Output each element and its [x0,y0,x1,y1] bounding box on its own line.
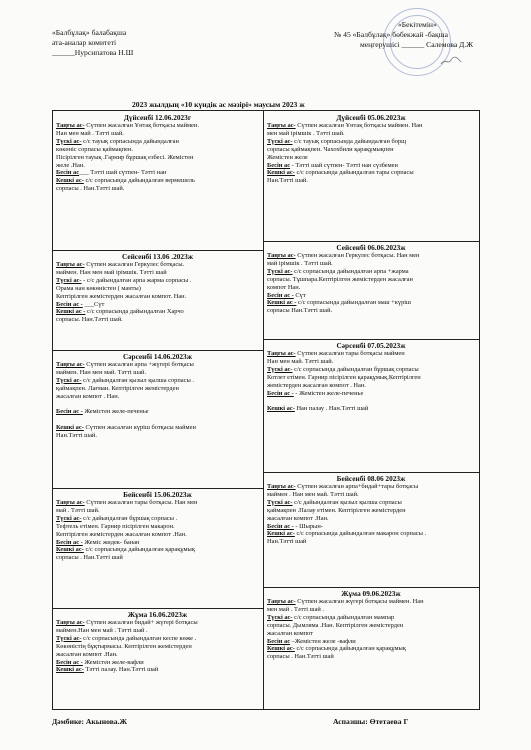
meal-text: с/с сорпасында дайындалған вермешель [83,177,195,185]
meal-label: Түскі ас- [267,365,293,373]
meal-text: жасалған компот .Нан. [267,514,329,522]
meal-text: с/с дайындалған бұршақ сорпасы . [81,514,178,522]
meal-text: - Шырын- [293,522,323,530]
menu-line [267,284,475,292]
column-divider [263,111,264,709]
menu-line [267,292,475,300]
meal-label: Бесін ас - [56,300,83,308]
menu-line [267,606,475,614]
meal-text: с/с дайындалған қызыл қылша сорпасы . [81,376,194,384]
meal-text: жасалған компот [267,629,313,637]
menu-line [56,285,259,293]
meal-text: сорпасы . Нан.Тәтті шай. [56,185,125,193]
menu-line [267,598,475,606]
menu-line [56,130,259,138]
menu-line [56,408,259,416]
day-cell [56,113,259,193]
header-left-org: «Балбұлақ» балабақша [52,28,127,37]
meal-text: Нан палау . Нан.Тәтті шай [294,405,369,413]
day-heading: Бейсенбі 15.06.2023ж [123,490,192,499]
meal-text: Сүтпен жасалған Геркулес ботқасы. Нан мен [295,252,420,259]
menu-line [56,185,259,193]
meal-text: мен май ірімшік . Тәтті шай. [267,129,345,137]
meal-label: Бесін ас - [267,389,294,397]
menu-line [56,635,259,643]
meal-text: маймен. Нан мен май ірімшік. Тәтті шай [56,268,167,276]
menu-line [267,622,475,630]
meal-text: Кептірілген жемістерден жасалған компот. Нан. [56,292,187,300]
menu-line [56,499,259,507]
menu-line [56,666,259,674]
menu-line [267,405,475,413]
day-cell [56,490,259,562]
menu-line [267,499,475,507]
meal-text: сорпасы. Тұшпара.Кептірілген жемістерден жасалған [267,275,413,283]
meal-text: с/с сорпасында дайындалған арпа +жарма [292,267,409,275]
menu-line [267,515,475,523]
meal-label: Кешкі ас - [56,308,86,316]
menu-line [56,261,259,269]
menu-title: 2023 жылдың «10 күндік ас мәзірі» маусым 2023 ж [132,100,305,109]
meal-text: с/с сорпасында дайындалған тары сорпасы [294,169,414,177]
meal-label: Таңғы ас- [267,598,296,605]
menu-line [56,377,259,385]
meal-text: с/с сорпасында дайындалған мампар [292,613,395,621]
day-heading: Жұма 16.06.2023ж [127,610,188,619]
meal-label: Кешкі ас- [267,169,295,177]
meal-text: с/с сорпасында дайындалған қарақұмық [294,645,406,653]
menu-line [56,162,259,170]
meal-text: Тефтель етімен. Гарнир пісірілген макарон. [56,522,175,530]
meal-label: Түскі ас- [56,634,82,642]
meal-label: Таңғы ас- [267,122,296,129]
meal-text: сорпасы . Нан.Тәтті шай [56,554,123,562]
meal-text: сорпасы. Нан.Тәтті шай. [56,316,123,324]
menu-line [56,401,259,409]
meal-text: мен май . Тәтті шай . [267,605,325,613]
menu-line [56,169,259,177]
meal-text: қаймақпен. Лағман. Кептірілген жемістерден [56,384,179,392]
meal-text: Нан мен май. Тәтті шай. [267,357,334,365]
menu-line [56,531,259,539]
meal-text: маймен.Нан мен май . Тәтті шай . [56,626,148,634]
meal-label: Кешкі ас- [267,530,295,538]
meal-text: маймен . Нан мен май. Тәтті шай. [267,490,359,498]
meal-text: –Жемістен желе -вафли [290,637,356,645]
menu-line [267,483,475,491]
meal-label: Түскі ас- [56,276,82,284]
menu-line [267,397,475,405]
menu-line [56,301,259,309]
meal-label: Кешкі ас - [267,299,297,307]
meal-text: Жеміс жидек- банан [82,538,140,546]
menu-line [56,659,259,667]
menu-line [267,538,475,546]
menu-line [267,252,475,260]
menu-line [56,651,259,659]
day-heading: Сәрсенбі 07.05.2023ж [336,341,406,350]
footer-cook: Аспазшы: Өтетаева Г [333,717,409,726]
day-cell [267,474,475,546]
meal-text: май . Тәтті шай. [56,506,100,514]
menu-line [267,350,475,358]
day-cell [267,113,475,185]
day-cell [56,352,259,440]
meal-label: Таңғы ас- [267,252,296,259]
meal-label: Түскі ас- [56,376,82,384]
day-cell [56,610,259,674]
meal-label: Түскі ас- [56,137,82,145]
meal-text: Орама нан көкөністен ( манты) [56,284,141,292]
meal-text: Нан.Тәтті шай [267,538,307,546]
signature-mark [440,56,462,66]
meal-text: Жемістен желе-печенье [82,408,149,416]
meal-text: Сүтпен жасалған арпа +жүгері ботқасы [84,361,194,368]
header-right-head: меңгерушісі ______ Салемова Д.Ж [360,40,474,49]
meal-text: май ірімшік . Тәтті шай. [267,259,333,267]
meal-label: Таңғы ас- [56,261,85,268]
day-cell [56,252,259,324]
menu-line [56,619,259,627]
meal-text: Нан.Тәтті шай. [267,177,308,185]
row-divider [53,488,263,489]
menu-line [267,146,475,154]
meal-text: жасалған компот . Нан. [56,392,120,400]
meal-text: ___ Тәтті шай сүтпен- Тәтті нан [79,169,167,177]
meal-label: Бесін ас [267,637,291,645]
header-left-signer: ______Нурсипатова Н.Ш [52,48,134,57]
row-divider [53,250,263,251]
meal-text: Сүтпен жасалған тары ботқасы. Нан мен [84,499,198,506]
header-left [52,28,133,58]
menu-line [56,369,259,377]
menu-line [56,138,259,146]
meal-text: көкөніс сорпасы қаймақпен. [56,145,134,153]
meal-text: Котлет етімен. Гарнир пісірілген қарақұмық.Кептірілген [267,373,421,381]
meal-label: Түскі ас- [267,498,293,506]
meal-text: - с/с дайындалған арпа жарма сорпасы . [81,276,192,284]
meal-label: Бесін ас - [56,408,83,416]
meal-text: с/с сорпасында дайындалған макарон сорпасы . [294,530,427,538]
menu-line [267,138,475,146]
footer-nurse: Дәмбике: Акынова.Ж [52,717,127,726]
menu-line [56,643,259,651]
menu-line [56,507,259,515]
menu-line [56,554,259,562]
day-heading: Дүйсенбі 12.06.2023г [123,113,192,122]
menu-line [267,154,475,162]
menu-line [267,653,475,661]
meal-label: Бесін ас - [267,291,294,299]
menu-line [56,546,259,554]
menu-line [56,539,259,547]
meal-text: Сүт [293,291,306,299]
menu-line [267,177,475,185]
meal-text: с/с сорпасында дайындалған маш +күріш [296,299,411,307]
menu-line [56,424,259,432]
meal-label: Бесін ас [56,169,80,177]
meal-text: желе .Нан. [56,161,85,169]
meal-label: Кешкі ас- [267,405,295,413]
menu-line [267,530,475,538]
meal-label: Бесін ас - [56,538,83,546]
day-cell [267,341,475,413]
meal-text: Тәтті палау. Нан.Тәтті шай [83,666,159,674]
menu-line [267,491,475,499]
meal-label: Кешкі ас- [56,424,84,432]
meal-label: Түскі ас- [267,137,293,145]
meal-text: Сүтпен жасалған күріш ботқасы маймен [83,424,196,432]
menu-line [267,358,475,366]
menu-line [56,393,259,401]
meal-text: сорпасы . Нан.Тәтті шай [267,653,334,661]
header-right [334,20,473,50]
menu-line [267,162,475,170]
row-divider [264,241,479,242]
day-cell [267,589,475,661]
menu-line [56,416,259,424]
menu-line [267,390,475,398]
menu-line [56,277,259,285]
meal-text: маймен. Нан мен май. Тәтті шай. [56,368,147,376]
menu-line [56,523,259,531]
meal-label: Кешкі ас- [56,546,84,554]
meal-label: Кешкі ас- [267,645,295,653]
day-heading: Сейсенбі 06.06.2023ж [336,243,406,252]
menu-line [267,122,475,130]
day-heading: Дүйсенбі 05.06.2023ж [336,113,406,122]
menu-line [56,308,259,316]
meal-label: Кешкі ас- [56,666,84,674]
day-heading: Сәрсенбі 14.06.2023ж [123,352,192,361]
meal-text: Нан.Тәтті шай. [56,432,97,440]
meal-text: ___Сүт [82,300,105,308]
menu-line [267,268,475,276]
menu-line [56,177,259,185]
menu-line [267,130,475,138]
meal-text: Жемістен желе-вафли [82,658,144,666]
meal-text: жемістерден жасалған компот . Нан. [267,381,366,389]
meal-text: жасалған компот .Нан. [56,650,118,658]
row-divider [264,587,479,588]
meal-label: Таңғы ас- [56,122,85,129]
menu-line [267,276,475,284]
meal-text: Сүтпен жасалған арпа+бидай+тары ботқасы [295,483,419,490]
menu-line [56,154,259,162]
meal-text: с/с тауық сорпасында дайындалған [81,137,179,145]
menu-line [56,146,259,154]
menu-line [267,645,475,653]
menu-line [267,523,475,531]
menu-line [56,361,259,369]
meal-text: сорпасы Нан.Тәтті шай. [267,307,333,315]
meal-label: Таңғы ас- [267,350,296,357]
meal-text: Сүтпен жасалған бидай+ жүгері ботқасы [84,619,198,626]
menu-line [56,293,259,301]
menu-line [56,122,259,130]
row-divider [53,608,263,609]
menu-line [56,432,259,440]
menu-line [267,614,475,622]
menu-line [267,366,475,374]
meal-label: Кешкі ас- [56,177,84,185]
menu-line [267,507,475,515]
row-divider [53,350,263,351]
meal-text: - Жемістен желе-печенье [293,389,364,397]
meal-text: Пісірілген тауық .Гарнир бұршақ езбесі. Жемістен [56,153,194,161]
meal-text: Сүтпен жасалған Ұнтақ ботқасы маймен. Нан [295,122,423,129]
header-left-committee: ата-аналар комитеті [52,38,117,47]
meal-label: Таңғы ас- [56,499,85,506]
meal-text: сорпасы. Дымляма .Нан. Кептірілген жемістерден [267,621,404,629]
meal-label: Бесін ас [267,161,291,169]
menu-line [56,515,259,523]
day-heading: Бейсенбі 08.06 2023ж [336,474,406,483]
header-right-org: № 45 «Балбұлақ» бөбекжай -бақша [334,30,448,39]
menu-line [267,630,475,638]
meal-label: Түскі ас- [56,514,82,522]
row-divider [264,472,479,473]
menu-line [56,627,259,635]
meal-text: Сүтпен жасалған Геркулес ботқасы. [84,261,185,268]
meal-text: Нан мен май . Тәтті шай. [56,129,124,137]
menu-line [267,169,475,177]
menu-line [56,385,259,393]
row-divider [264,339,479,340]
meal-label: Түскі ас- [267,267,293,275]
meal-text: Кептірілген жемістерден жасалған компот .Нан. [56,530,187,538]
meal-text: қаймақпен .Палау етімен. Кептірілген жемістерден [267,506,406,514]
meal-text: компот Нан. [267,283,301,291]
meal-text: Жемістен желе [267,153,308,161]
meal-label: Таңғы ас- [56,619,85,626]
meal-text: с/с сорпасында дайындалған Харчо [85,308,184,316]
menu-line [56,269,259,277]
meal-text: с/с тауық сорпасында дайындалған борщ [292,137,407,145]
meal-text: Сүтпен жасалған Ұнтақ ботқасы маймен. [84,122,199,129]
menu-line [267,374,475,382]
menu-line [56,316,259,324]
meal-text: - Тәтті шай сүтпен- Тәтті нан сүзбемен [290,161,398,169]
menu-line [267,260,475,268]
meal-label: Таңғы ас- [56,361,85,368]
meal-text: Көкөністің бұқтырмасы. Кептірілген жемістерден [56,642,192,650]
day-heading: Сейсенбі 13.06 .2023ж [121,252,194,261]
meal-text: Сүтпен жасалған тары ботқасы маймен [295,350,405,357]
menu-line [267,638,475,646]
meal-text: с/с сорпасында дайындалған қарақұмық [83,546,195,554]
meal-label: Түскі ас- [267,613,293,621]
meal-label: Таңғы ас- [267,483,296,490]
menu-table [52,110,480,710]
meal-text: с/с сорпасында дайындалған кеспе көже . [81,634,197,642]
meal-text: сорпасы қаймақпен. Чахохбили қарақұмықпен [267,145,394,153]
meal-text: с/с дайындалған қызыл қылша сорпасы [292,498,402,506]
day-heading: Жұма 09.06.2023ж [341,589,401,598]
header-right-approve: «Бекітемін» [398,20,437,29]
menu-line [267,299,475,307]
menu-line [267,382,475,390]
menu-line [267,307,475,315]
meal-label: Бесін ас - [56,658,83,666]
day-cell [267,243,475,315]
meal-text: Сүтпен жасалған жүгері ботқасы маймен. Нан [295,598,424,605]
meal-text: с/с сорпасында дайындалған бұршақ сорпасы [292,365,419,373]
meal-label: Бесін ас - [267,522,294,530]
